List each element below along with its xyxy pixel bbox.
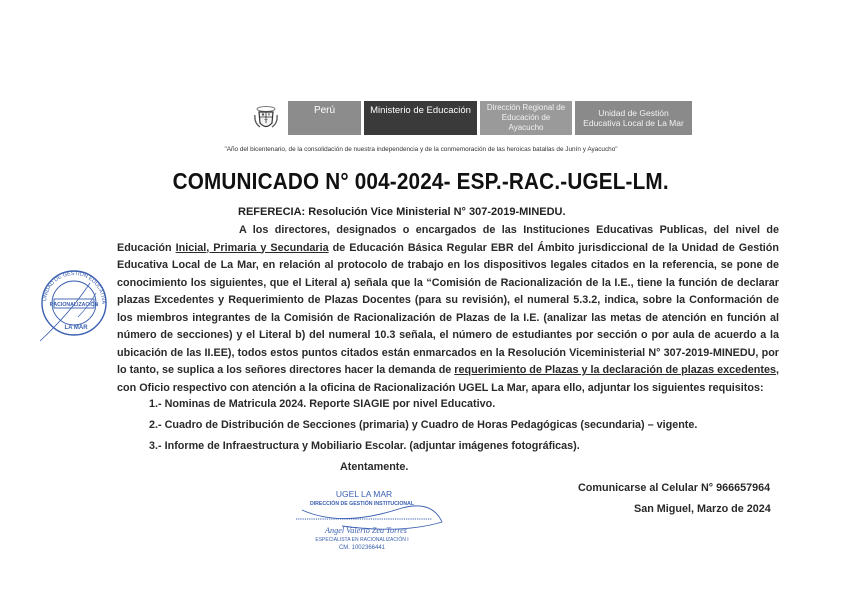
year-motto: "Año del bicentenario, de la consolidación de nuestra independencia y de la conmemoración de las heroicas batallas de Junín y Ayacucho" <box>224 146 618 153</box>
signature-role: ESPECIALISTA EN RACIONALIZACIÓN I <box>315 537 409 543</box>
round-stamp-outer-text: UNIDAD DE GESTIÓN EDUCATIVA <box>42 270 107 304</box>
document-title-text: COMUNICADO N° 004-2024- ESP.-RAC.-UGEL-LM. <box>172 168 670 194</box>
closing-salutation: Atentamente. <box>340 461 409 473</box>
racionalizacion-round-stamp <box>30 263 120 343</box>
requirement-item: 1.- Nominas de Matricula 2024. Reporte SIAGIE por nivel Educativo. <box>149 398 496 410</box>
reference-line: REFERECIA: Resolución Vice Ministerial N° 307-2019-MINEDU. <box>238 206 566 218</box>
body-part-2: de Educación Básica Regular EBR del Ámbito jurisdiccional de la Unidad de Gestión Educativa Local de La Mar, en relación al protocolo de trabajo en los dispositivos legales citados en la referencia, se pone de conocimiento los siguientes, que el Literal a) señala que la “Comisión de Racionalización de la I.E., tiene la función de declarar plazas Excedentes y Requerimiento de Plazas Docentes (para su revisión), el numeral 5.3.2, indica, sobre la Conformación de los miembros integrantes de la Comisión de Racionalización de Plazas de la I.E. (analizar las metas de atención en función al número de secciones) y el Literal b) del numeral 10.3 señala, el número de estudiantes por sección o por aula de acuerdo a la ubicación de las II.EE), todos estos puntos citados están enmarcados en la Resolución Viceministerial N° 307-2019-MINEDU, por lo tanto, se suplica a los señores directores hacer la demanda de <box>117 241 779 376</box>
header-dre-line1: Dirección Regional de <box>486 103 566 112</box>
body-demand-request: requerimiento de Plazas y la declaración de plazas excedentes <box>454 364 776 376</box>
signature-stamp <box>282 488 462 560</box>
body-part-1: A los directores, designados o encargados de las Instituciones Educativas Publicas, del nivel de Educación <box>117 224 779 254</box>
svg-text:UNIDAD DE GESTIÓN EDUCATIVA LO <box>30 263 106 305</box>
signature-id: CM. 1002366441 <box>338 545 386 551</box>
body-part-3: , con Oficio respectivo con atención a la oficina de Racionalización UGEL La Mar, apara ello, adjuntar los siguientes requisitos: <box>117 364 779 394</box>
header-ugel <box>575 101 692 135</box>
signature-office: DIRECCIÓN DE GESTIÓN INSTITUCIONAL <box>309 501 415 507</box>
header-dre-line2: Educación de Ayacucho <box>501 113 551 132</box>
institution-header <box>244 101 692 135</box>
header-ugel-line1: Unidad de Gestión <box>598 108 669 118</box>
requirement-item: 2.- Cuadro de Distribución de Secciones (primaria) y Cuadro de Horas Pedagógicas (secundaria) – vigente. <box>149 419 698 431</box>
requirement-item: 3.- Informe de Infraestructura y Mobiliario Escolar. (adjuntar imágenes fotográficas). <box>149 440 580 452</box>
peru-coat-of-arms-icon <box>244 101 288 135</box>
place-and-date: San Miguel, Marzo de 2024 <box>634 503 771 515</box>
header-ministry: Ministerio de Educación <box>364 101 477 135</box>
document-title <box>0 168 842 195</box>
body-education-levels: Inicial, Primaria y Secundaria <box>175 241 329 254</box>
header-ugel-line2: Educativa Local de La Mar <box>583 118 684 128</box>
round-stamp-center-text: RACIONALIZACIÓN <box>49 302 99 308</box>
round-stamp-bottom-text: LA MAR <box>64 325 88 331</box>
contact-phone: Comunicarse al Celular N° 966657964 <box>578 482 771 494</box>
signature-name: Angel Valerio Zea Torres <box>325 526 407 535</box>
header-peru: Perú <box>288 101 361 135</box>
body-paragraph <box>117 222 779 397</box>
header-dre <box>480 101 572 135</box>
signature-org: UGEL LA MAR <box>335 489 393 499</box>
